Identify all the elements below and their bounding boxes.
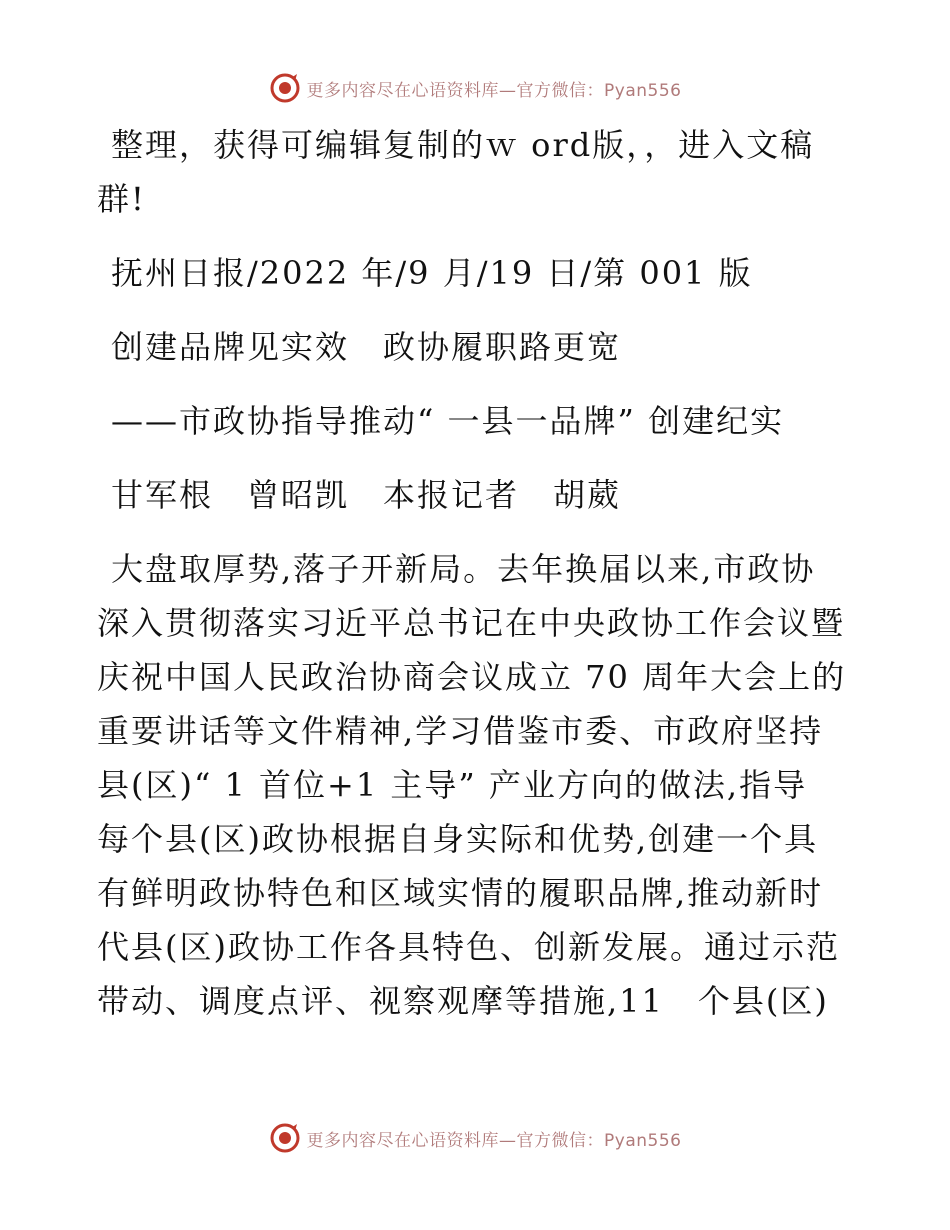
subheadline: ——市政协指导推动“ 一县一品牌” 创建纪实	[111, 402, 785, 440]
article-line: 代县(区)政协工作各具特色、创新发展。通过示范	[97, 928, 840, 966]
intro-line-1: 整理，获得可编辑复制的ｗ ord版，，进入文稿	[111, 126, 815, 164]
logo-icon	[269, 72, 301, 104]
watermark-text: 更多内容尽在心语资料库—官方微信：Pyan556	[306, 80, 682, 101]
watermark-text: 更多内容尽在心语资料库—官方微信：Pyan556	[306, 1130, 682, 1151]
article-line: 带动、调度点评、视察观摩等措施,11 个县(区)	[97, 982, 829, 1020]
intro-line-2: 群!	[97, 180, 146, 218]
source-line: 抚州日报/2022 年/9 月/19 日/第 001 版	[111, 254, 753, 292]
article-line: 县(区)“ 1 首位+1 主导” 产业方向的做法,指导	[97, 766, 808, 804]
logo-icon	[269, 1122, 301, 1154]
document-body	[97, 118, 857, 1028]
byline: 甘军根 曾昭凯 本报记者 胡葳	[111, 476, 622, 514]
footer-watermark	[0, 1122, 950, 1154]
article-line: 庆祝中国人民政治协商会议成立 70 周年大会上的	[97, 658, 847, 696]
article-line: 有鲜明政协特色和区域实情的履职品牌,推动新时	[97, 874, 824, 912]
article-line: 深入贯彻落实习近平总书记在中央政协工作会议暨	[97, 604, 846, 642]
article-line: 重要讲话等文件精神,学习借鉴市委、市政府坚持	[97, 712, 824, 750]
headline: 创建品牌见实效 政协履职路更宽	[111, 328, 622, 366]
header-watermark	[0, 72, 950, 104]
article-line: 大盘取厚势,落子开新局。去年换届以来,市政协	[111, 550, 816, 588]
article-paragraph	[97, 542, 857, 1028]
article-line: 每个县(区)政协根据自身实际和优势,创建一个具	[97, 820, 819, 858]
